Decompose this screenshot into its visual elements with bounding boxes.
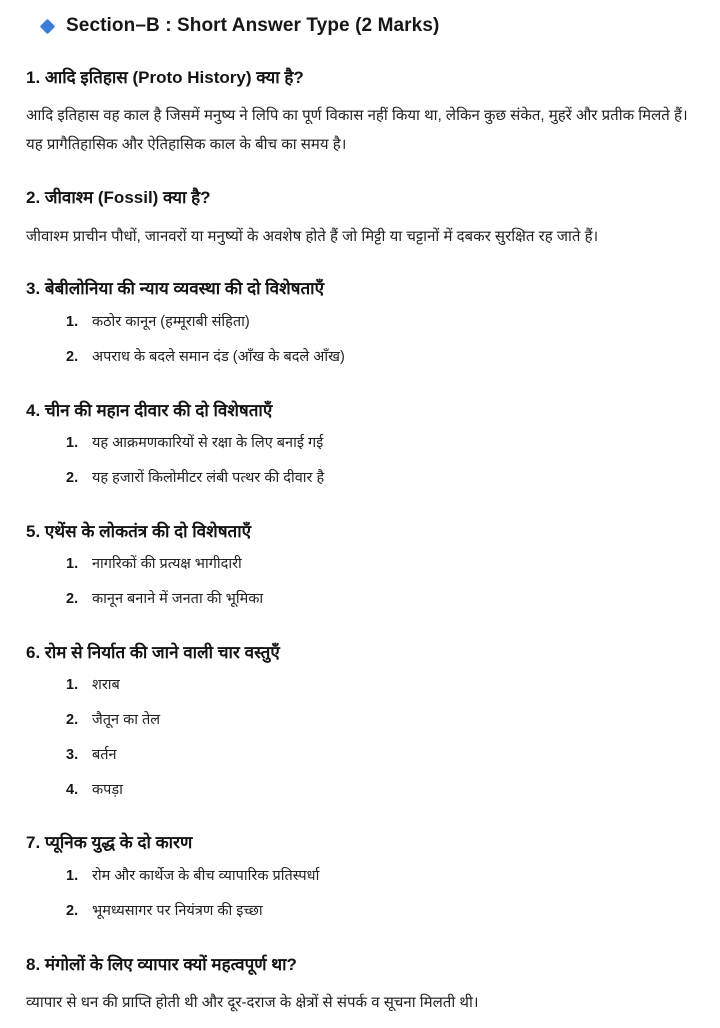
list-item: जैतून का तेल bbox=[92, 712, 161, 729]
question-list-4 bbox=[26, 433, 702, 490]
question-heading-4: 4. चीन की महान दीवार की दो विशेषताएँ bbox=[26, 400, 273, 420]
question-list-3 bbox=[26, 312, 702, 369]
question-answer-1: आदि इतिहास वह काल है जिसमें मनुष्य ने लिपि का पूर्ण विकास नहीं किया था, लेकिन कुछ संकेत, मुहरें और प्रतीक मिलते हैं। यह प्रागैतिहासिक और ऐतिहासिक काल के बीच का समय है। bbox=[26, 107, 688, 154]
question-heading-1: 1. आदि इतिहास (Proto History) क्या है? bbox=[26, 67, 304, 87]
question-heading-8: 8. मंगोलों के लिए व्यापार क्यों महत्वपूर्ण था? bbox=[26, 954, 297, 974]
list-item: रोम और कार्थेज के बीच व्यापारिक प्रतिस्पर्धा bbox=[92, 868, 320, 885]
list-item: यह आक्रमणकारियों से रक्षा के लिए बनाई गई bbox=[92, 435, 324, 452]
list-item: शराब bbox=[92, 677, 120, 694]
section-title: Section–B : Short Answer Type (2 Marks) bbox=[66, 15, 440, 36]
list-item: नागरिकों की प्रत्यक्ष भागीदारी bbox=[92, 556, 242, 573]
list-item: कपड़ा bbox=[92, 781, 123, 798]
question-list-6 bbox=[26, 675, 702, 801]
list-item: कानून बनाने में जनता की भूमिका bbox=[92, 591, 264, 608]
list-item: बर्तन bbox=[92, 746, 117, 763]
list-item: कठोर कानून (हम्मूराबी संहिता) bbox=[92, 314, 250, 330]
question-heading-5: 5. एथेंस के लोकतंत्र की दो विशेषताएँ bbox=[26, 521, 252, 541]
question-list-7 bbox=[26, 866, 702, 923]
question-heading-3: 3. बेबीलोनिया की न्याय व्यवस्था की दो विशेषताएँ bbox=[26, 279, 324, 299]
list-item: यह हजारों किलोमीटर लंबी पत्थर की दीवार है bbox=[92, 469, 325, 486]
question-answer-2: जीवाश्म प्राचीन पौधों, जानवरों या मनुष्यों के अवशेष होते हैं जो मिट्टी या चट्टानों में दबकर सुरक्षित रह जाते हैं। bbox=[26, 227, 599, 245]
list-item: अपराध के बदले समान दंड (आँख के बदले आँख) bbox=[92, 348, 345, 365]
question-list-5 bbox=[26, 554, 702, 611]
list-item: भूमध्यसागर पर नियंत्रण की इच्छा bbox=[92, 902, 263, 919]
question-heading-2: 2. जीवाश्म (Fossil) क्या है? bbox=[26, 187, 211, 207]
question-answer-8: व्यापार से धन की प्राप्ति होती थी और दूर-दराज के क्षेत्रों से संपर्क व सूचना मिलती थी। bbox=[26, 994, 479, 1012]
diamond-bullet-icon bbox=[40, 19, 56, 35]
section-heading bbox=[42, 14, 702, 39]
question-heading-7: 7. प्यूनिक युद्ध के दो कारण bbox=[26, 833, 193, 853]
question-heading-6: 6. रोम से निर्यात की जाने वाली चार वस्तुएँ bbox=[26, 642, 280, 662]
